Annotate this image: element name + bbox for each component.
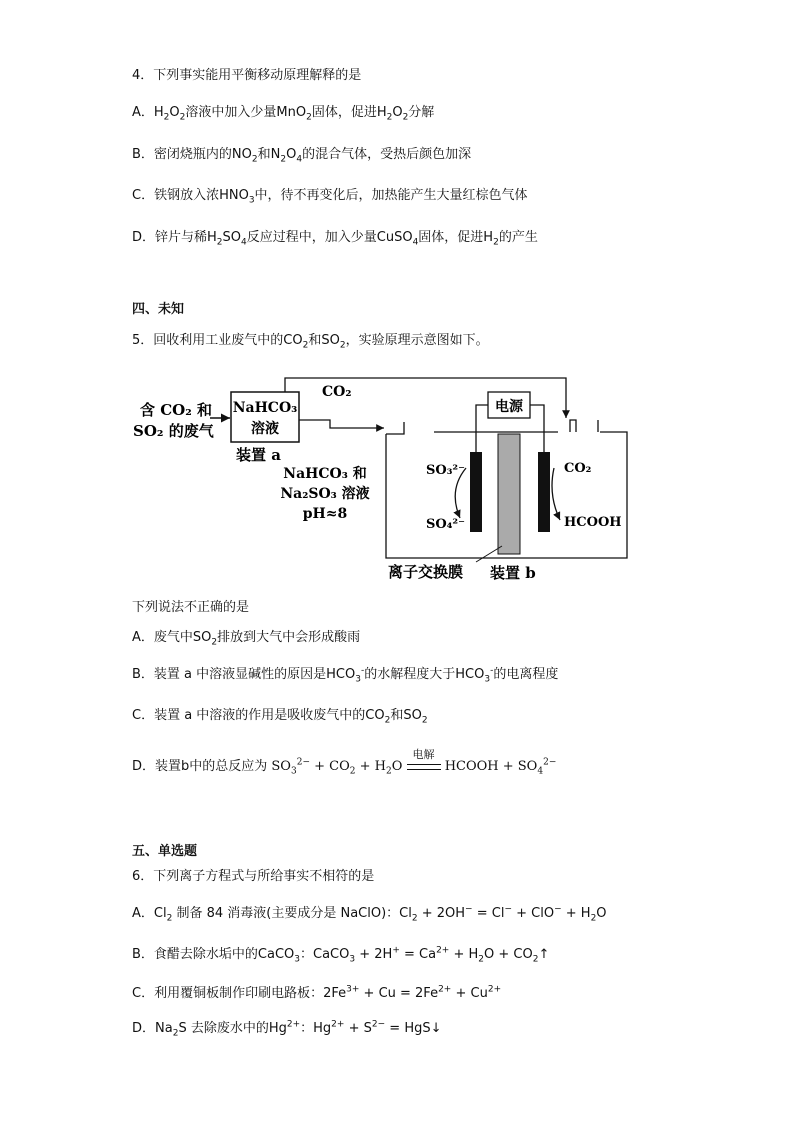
section-4-title: 四、未知	[132, 302, 185, 317]
device-b-label: 装置 b	[490, 564, 536, 582]
right-electrode	[538, 452, 550, 532]
q4-option-c: C．铁钢放入浓$HNO_3$中，待不再变化后，加热能产生大量红棕色气体	[132, 188, 528, 206]
device-b-inlet	[386, 422, 404, 434]
q4-option-a: A．$H_2O_2$溶液中加入少量MnO$_2$固体，促进$H_2O_2$分解	[132, 105, 435, 123]
co2-top-label: CO₂	[322, 384, 352, 400]
q5-prompt: 下列说法不正确的是	[132, 600, 250, 615]
wire-right	[530, 405, 544, 452]
solution-route-line	[299, 420, 384, 428]
device-a-solution-2: 溶液	[251, 421, 279, 437]
q5-option-b: B．装置 a 中溶液显碱性的原因是$HCO_3^-$的水解程度大于$HCO_3^-$的电离程度	[132, 665, 559, 685]
power-supply-label: 电源	[495, 399, 523, 415]
q5-option-d: D．装置b中的总反应为 $SO_3^{2-} + CO_2 + H_2O$ 电解 HCOOH + $SO_4^{2-}$	[132, 748, 557, 777]
ion-exchange-membrane	[498, 434, 520, 554]
hcooh-label: HCOOH	[564, 515, 622, 530]
q5-stem: 5．回收利用工业废气中的$CO_2$和$SO_2$，实验原理示意图如下。	[132, 333, 489, 351]
membrane-label: 离子交换膜	[388, 563, 464, 581]
experiment-diagram	[130, 370, 640, 585]
device-a-label: 装置 a	[236, 446, 281, 464]
q5-option-c: C．装置 a 中溶液的作用是吸收废气中的$CO_2$和$SO_2$	[132, 708, 428, 726]
q6-option-b: B．食醋去除水垢中的CaCO$_3$：CaCO$_3$ + $2H^+ = Ca^{2+} + H_2O$ + $CO_2↑$	[132, 945, 550, 965]
right-reaction-arrow	[552, 468, 560, 520]
q6-option-a: A．$Cl_2$ 制备 84 消毒液(主要成分是 NaClO)：$Cl_2 + 2OH^- = Cl^- + ClO^- + H_2O$	[132, 904, 607, 924]
solution-label-2: Na₂SO₃ 溶液	[280, 486, 370, 502]
device-a-solution-1: NaHCO₃	[232, 400, 298, 416]
so4-label: SO₄²⁻	[426, 517, 465, 532]
wire-left	[476, 405, 488, 452]
q4-stem: 4．下列事实能用平衡移动原理解释的是	[132, 68, 362, 83]
electrolysis-equals-sign: 电解	[407, 758, 441, 776]
device-b-co2-inlet	[570, 420, 576, 432]
q6-stem: 6．下列离子方程式与所给事实不相符的是	[132, 869, 375, 884]
input-gas-label-2: SO₂ 的废气	[133, 422, 214, 440]
q6-option-c: C．利用覆铜板制作印刷电路板：$2Fe^{3+} + Cu = 2Fe^{2+} + Cu^{2+}$	[132, 984, 502, 1001]
section-5-title: 五、单选题	[132, 844, 198, 859]
input-gas-label-1: 含 CO₂ 和	[140, 401, 213, 419]
so3-label: SO₃²⁻	[426, 463, 465, 478]
co2-right-label: CO₂	[564, 461, 592, 476]
q6-option-d: D．$Na_2S$ 去除废水中的$Hg^{2+}$：$Hg^{2+} + S^{2-}$ = HgS↓	[132, 1019, 442, 1039]
q4-option-d: D．锌片与稀$H_2SO_4$反应过程中，加入少量CuSO$_4$固体，促进$H_2$的产生	[132, 230, 538, 248]
q5-option-a: A．废气中$SO_2$排放到大气中会形成酸雨	[132, 630, 361, 648]
solution-ph-label: pH≈8	[302, 506, 348, 522]
left-electrode	[470, 452, 482, 532]
q4-option-b: B．密闭烧瓶内的$NO_2$和$N_2O_4$的混合气体，受热后颜色加深	[132, 147, 472, 165]
solution-label-1: NaHCO₃ 和	[283, 466, 367, 482]
